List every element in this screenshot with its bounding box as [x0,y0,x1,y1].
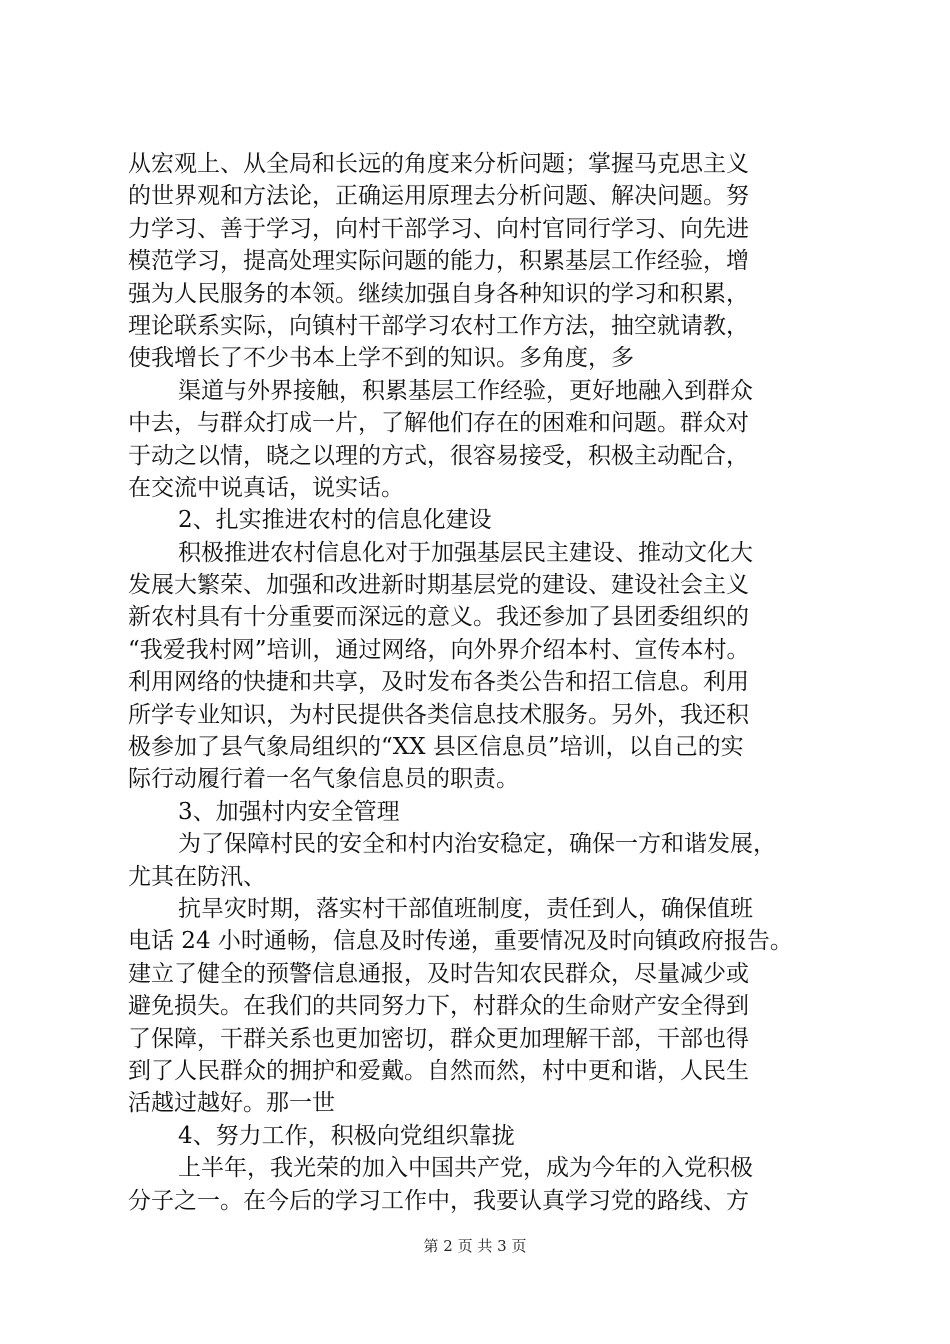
text-line: 渠道与外界接触，积累基层工作经验，更好地融入到群众 [178,377,753,404]
text-line: 建立了健全的预警信息通报，及时告知农民群众，尽量减少或 [128,960,749,987]
body-text [128,148,828,1217]
text-line: 积极推进农村信息化对于加强基层民主建设、推动文化大 [178,539,753,566]
text-line: 4、努力工作，积极向党组织靠拢 [178,1122,515,1149]
text-line: 的世界观和方法论，正确运用原理去分析问题、解决问题。努 [128,183,749,210]
text-line: 避免损失。在我们的共同努力下，村群众的生命财产安全得到 [128,993,749,1020]
text-line: 强为人民服务的本领。继续加强自身各种知识的学习和积累， [128,280,749,307]
text-line: 中去，与群众打成一片，了解他们存在的困难和问题。群众对 [128,410,749,437]
text-line: 到了人民群众的拥护和爱戴。自然而然，村中更和谐，人民生 [128,1057,749,1084]
text-line: 从宏观上、从全局和长远的角度来分析问题；掌握马克思主义 [128,151,749,177]
text-line: 际行动履行着一名气象信息员的职责。 [128,766,519,793]
text-line: “我爱我村网”培训，通过网络，向外界介绍本村、宣传本村。 [128,636,750,663]
text-line: 使我增长了不少书本上学不到的知识。多角度，多 [128,345,634,372]
text-line: 尤其在防汛、 [128,863,266,890]
text-line: 模范学习，提高处理实际问题的能力，积累基层工作经验，增 [128,248,749,275]
text-line: 上半年，我光荣的加入中国共产党，成为今年的入党积极 [178,1155,753,1182]
text-line: 2、扎实推进农村的信息化建设 [178,507,492,534]
text-line: 电话 24 小时通畅，信息及时传递，重要情况及时向镇政府报告。 [128,928,793,955]
text-line: 抗旱灾时期，落实村干部值班制度，责任到人，确保值班 [178,895,753,922]
text-line: 活越过越好。那一世 [128,1090,335,1117]
text-line: 利用网络的快捷和共享，及时发布各类公告和招工信息。利用 [128,669,749,696]
text-line: 力学习、善于学习，向村干部学习、向村官同行学习、向先进 [128,215,749,242]
text-line: 新农村具有十分重要而深远的意义。我还参加了县团委组织的 [128,604,749,631]
text-line: 于动之以情，晓之以理的方式，很容易接受，积极主动配合， [128,442,749,469]
text-line: 在交流中说真话，说实话。 [128,474,404,501]
text-line: 3、加强村内安全管理 [178,798,400,825]
text-line: 发展大繁荣、加强和改进新时期基层党的建设、建设社会主义 [128,572,749,599]
text-line: 分子之一。在今后的学习工作中，我要认真学习党的路线、方 [128,1187,749,1214]
text-line: 为了保障村民的安全和村内治安稳定，确保一方和谐发展， [178,831,776,858]
text-line: 了保障，干群关系也更加密切，群众更加理解干部，干部也得 [128,1025,749,1052]
text-line: 极参加了县气象局组织的“XX 县区信息员”培训，以自己的实 [128,734,744,761]
text-line: 理论联系实际，向镇村干部学习农村工作方法，抽空就请教， [128,312,749,339]
text-line: 所学专业知识，为村民提供各类信息技术服务。另外，我还积 [128,701,749,728]
page-footer: 第 2 页 共 3 页 [423,1237,527,1255]
